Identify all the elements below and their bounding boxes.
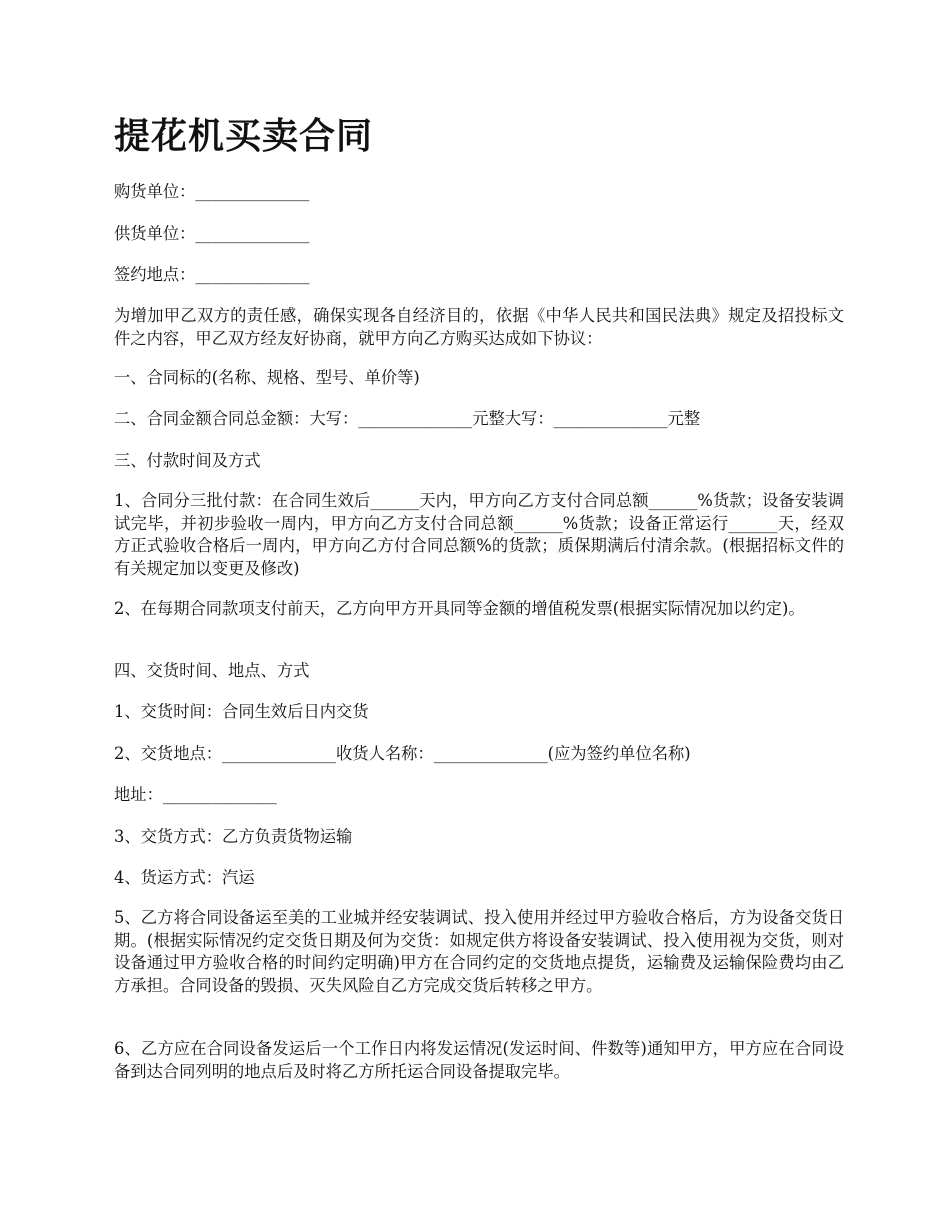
preamble-paragraph: 为增加甲乙双方的责任感，确保实现各自经济目的，依据《中华人民共和国民法典》规定及招投标文件之内容，甲乙双方经友好协商，就甲方向乙方购买达成如下协议： xyxy=(114,306,844,348)
contract-amount-line: 二、合同金额合同总金额：大写：______________元整大写：______________元整 xyxy=(114,409,701,428)
delivery-clause-6: 6、乙方应在合同设备发运后一个工作日内将发运情况(发运时间、件数等)通知甲方，甲方应在合同设备到达合同列明的地点后及时将乙方所托运合同设备提取完毕。 xyxy=(114,1039,844,1081)
section-heading-delivery: 四、交货时间、地点、方式 xyxy=(114,661,310,680)
delivery-method-clause: 3、交货方式：乙方负责货物运输 xyxy=(114,827,353,846)
delivery-place-clause: 2、交货地点：______________收货人名称：______________(应为签约单位名称) xyxy=(114,744,691,763)
delivery-time-clause: 1、交货时间：合同生效后日内交货 xyxy=(114,702,369,721)
freight-method-clause: 4、货运方式：汽运 xyxy=(114,868,255,887)
section-heading-payment: 三、付款时间及方式 xyxy=(114,451,261,470)
section-heading-subject: 一、合同标的(名称、规格、型号、单价等) xyxy=(114,368,420,387)
address-line: 地址：______________ xyxy=(114,785,277,804)
page-title: 提花机买卖合同 xyxy=(114,115,374,157)
payment-clause-2: 2、在每期合同款项支付前天，乙方向甲方开具同等金额的增值税发票(根据实际情况加以约定)。 xyxy=(114,599,805,618)
payment-clause-1: 1、合同分三批付款：在合同生效后______天内，甲方向乙方支付合同总额______%货款；设备安装调试完毕，并初步验收一周内，甲方向乙方支付合同总额______%货款；设备正常运行______天，经双方正式验收合格后一周内，甲方向乙方付合同总额%的货款；质保期满后付清余款。(根据招标文件的有关规定加以变更及修改) xyxy=(114,491,844,578)
signing-location-line: 签约地点：______________ xyxy=(114,265,310,284)
buyer-unit-line: 购货单位：______________ xyxy=(114,182,310,201)
delivery-clause-5: 5、乙方将合同设备运至美的工业城并经安装调试、投入使用并经过甲方验收合格后，方为设备交货日期。(根据实际情况约定交货日期及何为交货：如规定供方将设备安装调试、投入使用视为交货，则对设备通过甲方验收合格的时间约定明确)甲方在合同约定的交货地点提货，运输费及运输保险费均由乙方承担。合同设备的毁损、灭失风险自乙方完成交货后转移之甲方。 xyxy=(114,908,844,995)
supplier-unit-line: 供货单位：______________ xyxy=(114,224,310,243)
